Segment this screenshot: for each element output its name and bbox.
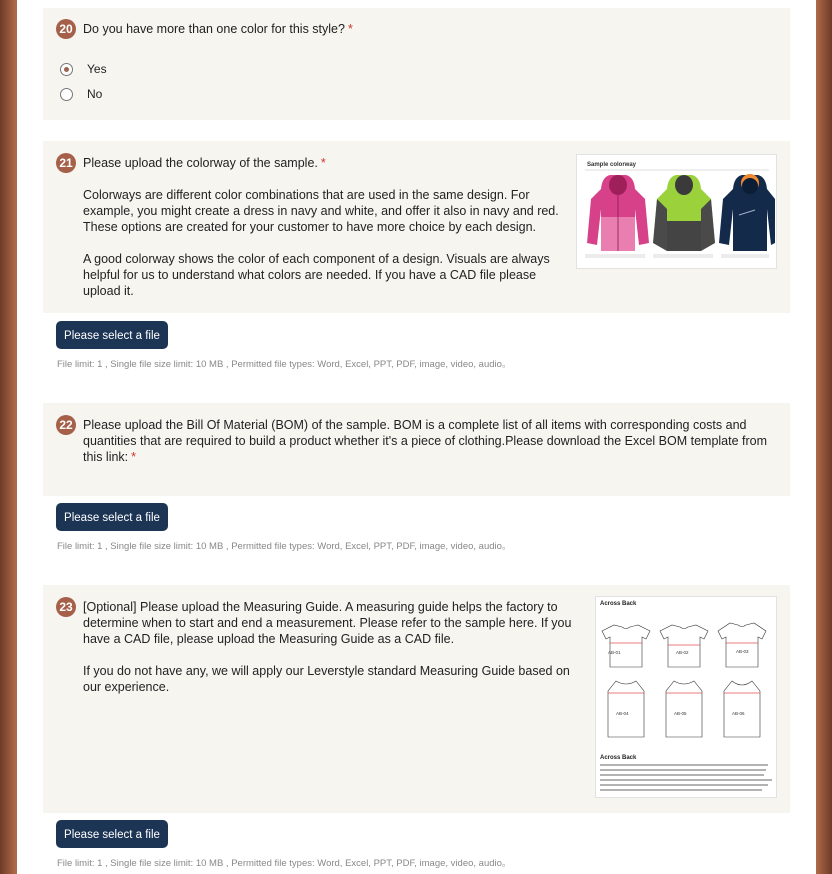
radio-option-yes[interactable]	[60, 61, 107, 77]
question-number: 20	[56, 19, 76, 39]
lime-jacket	[653, 175, 715, 251]
file-limit-hint: File limit: 1 , Single file size limit: 10 MB , Permitted file types: Word, Excel, PPT, PDF, image, video, audio。	[57, 541, 512, 552]
upload-measuring-guide-button[interactable]: Please select a file	[56, 820, 168, 848]
garment-sketches-row-2	[608, 681, 760, 737]
question-21	[43, 141, 790, 313]
question-title: Please upload the Bill Of Material (BOM) of the sample. BOM is a complete list of all items with corresponding costs and quantities that are required to build a product whether it's a piece of clothing.Please download the Excel BOM template from this link: *	[83, 418, 768, 464]
measure-label: AB-06	[732, 711, 745, 716]
required-mark: *	[347, 22, 353, 36]
measuring-guide-illustration	[596, 597, 776, 797]
question-22	[43, 403, 790, 496]
jacket-illustration	[577, 155, 776, 268]
file-limit-hint: File limit: 1 , Single file size limit: 10 MB , Permitted file types: Word, Excel, PPT, PDF, image, video, audio。	[57, 359, 512, 370]
radio-label: Yes	[87, 62, 107, 76]
pink-jacket	[587, 175, 649, 251]
question-description: Colorways are different color combinations that are used in the same design. For example, you might create a dress in navy and white, and offer it also in navy and red. These options are created for your customer to have more choice by each design. A good colorway shows the color of each component of a design. Visuals are always helpful for us to understand what colors are needed. If you have a CAD file please upload it.	[83, 188, 559, 298]
required-mark: *	[131, 450, 137, 464]
colorway-sample-image	[576, 154, 777, 269]
radio-button[interactable]	[60, 88, 73, 101]
measure-lines-row-1	[610, 643, 758, 645]
measure-label: AB-01	[608, 650, 621, 655]
measure-label: AB-03	[736, 649, 749, 654]
form-page	[17, 0, 816, 874]
upload-bom-button[interactable]: Please select a file	[56, 503, 168, 531]
radio-option-no[interactable]	[60, 86, 102, 102]
question-23	[43, 585, 790, 813]
required-mark: *	[320, 156, 326, 170]
measure-label: AB-05	[674, 711, 687, 716]
question-title: [Optional] Please upload the Measuring Guide. A measuring guide helps the factory to determine when to start and end a measurement. Please refer to the sample here. If you have a CAD file, please upload the Measuring Guide as a CAD file.	[83, 600, 572, 646]
image-title: Sample colorway	[587, 162, 637, 168]
image-caption: Across Back	[600, 755, 637, 761]
question-description: If you do not have any, we will apply our Leverstyle standard Measuring Guide based on our experience.	[83, 664, 570, 694]
question-title: Please upload the colorway of the sample. *	[83, 156, 326, 170]
question-number: 23	[56, 597, 76, 617]
image-title: Across Back	[600, 601, 637, 607]
caption-text-lines	[600, 765, 772, 790]
question-number: 22	[56, 415, 76, 435]
radio-button[interactable]	[60, 63, 73, 76]
measure-label: AB-04	[616, 711, 629, 716]
measuring-guide-sample-image	[595, 596, 777, 798]
question-20	[43, 8, 790, 120]
question-number: 21	[56, 153, 76, 173]
question-title: Do you have more than one color for this style? *	[83, 22, 353, 36]
radio-label: No	[87, 87, 103, 101]
file-limit-hint: File limit: 1 , Single file size limit: 10 MB , Permitted file types: Word, Excel, PPT, PDF, image, video, audio。	[57, 858, 512, 869]
upload-colorway-button[interactable]: Please select a file	[56, 321, 168, 349]
navy-jacket	[719, 174, 775, 251]
measure-label: AB-02	[676, 650, 689, 655]
